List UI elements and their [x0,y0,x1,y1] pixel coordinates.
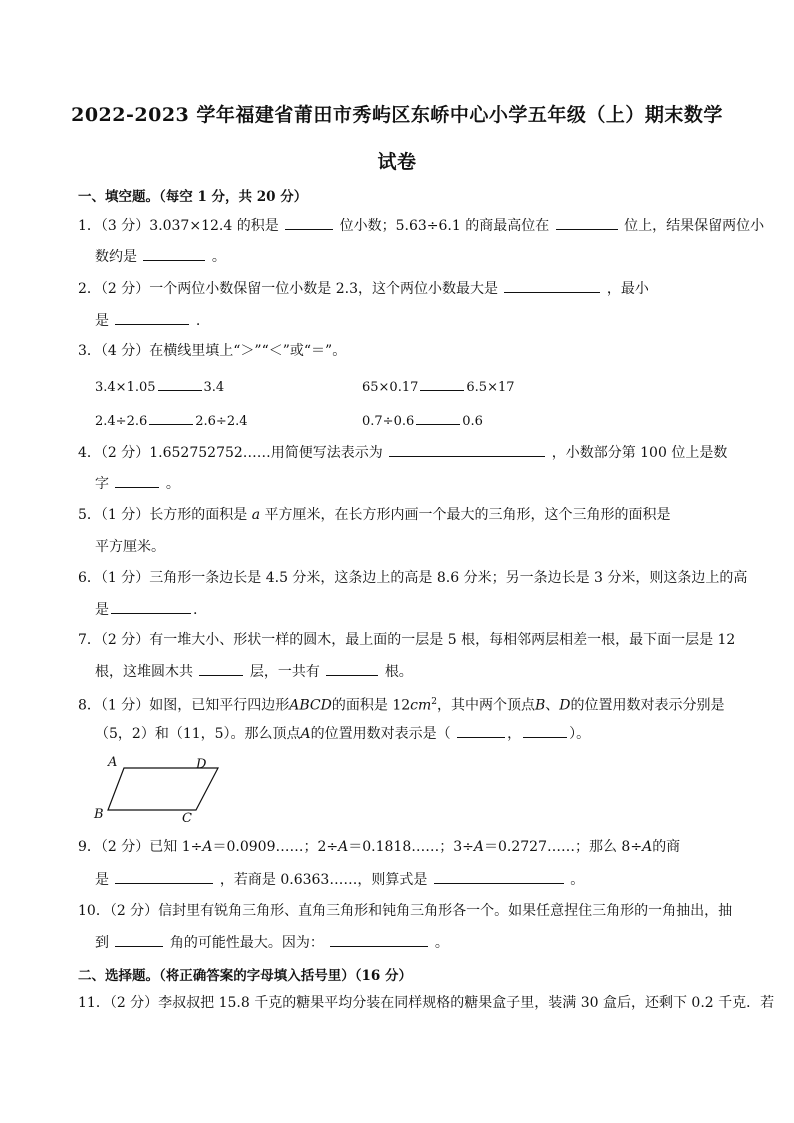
question-3-item-4: 0.7÷0.6 0.6 [362,410,483,429]
question-6-line-2: 是 . [95,599,758,620]
answer-blank[interactable] [115,310,189,325]
answer-blank[interactable] [158,376,202,391]
question-7-line-2: 根，这堆圆木共 层，一共有 根。 [95,661,758,682]
section-fill-in-heading: 一、填空题。（每空 1 分，共 20 分） [78,189,308,205]
vertex-label-a: A [108,755,118,770]
question-6-line-1: 6．（1 分）三角形一条边长是 4.5 分米，这条边上的高是 8.6 分米；另一条边长是 3 分米，则这条边上的高 [78,570,748,586]
question-2-line-2: 是 . [95,310,758,331]
question-8-line-1: 8．（1 分）如图，已知平行四边形ABCD的面积是 $12cm^2$，其中两个顶点B、D的位置用数对表示分别是 [78,697,725,714]
vertex-label-c: C [182,811,192,824]
question-8-line-2: （5，2）和（11，5）。那么顶点A的位置用数对表示是（ ， ）。 [95,723,758,744]
answer-blank[interactable] [523,723,567,738]
question-5-line-2: 平方厘米。 [95,539,165,555]
answer-blank[interactable] [420,376,464,391]
parallelogram-figure [86,752,226,824]
section-multiple-choice-heading: 二、选择题。（将正确答案的字母填入括号里）（16 分） [78,968,412,984]
question-10-line-1: 10．（2 分）信封里有锐角三角形、直角三角形和钝角三角形各一个。如果任意捏住三角形的一角抽出，抽 [78,903,733,919]
question-11-line-1: 11．（2 分）李叔叔把 15.8 千克的糖果平均分装在同样规格的糖果盒子里，装满 30 盒后，还剩下 0.2 千克．若 [78,995,775,1011]
exam-title-continued: 试卷 [377,151,417,173]
question-9-line-1: 9．（2 分）已知 1÷A＝0.0909……；2÷A＝0.1818……；3÷A＝0.2727……；那么 8÷A的商 [78,839,681,855]
answer-blank[interactable] [115,869,213,884]
question-3-prompt: 3．（4 分）在横线里填上“＞”“＜”或“＝”。 [78,343,347,359]
question-7-line-1: 7．（2 分）有一堆大小、形状一样的圆木，最上面的一层是 5 根，每相邻两层相差一根，最下面一层是 12 [78,632,736,648]
answer-blank[interactable] [111,599,191,614]
exam-title: 2022-2023 学年福建省莆田市秀屿区东峤中心小学五年级（上）期末数学 [71,104,723,126]
question-3-item-3: 2.4÷2.6 2.6÷2.4 [95,410,248,429]
question-4-line-1: 4．（2 分）1.652752752……用简便写法表示为 ，小数部分第 100 位上是数 [78,442,758,463]
vertex-label-d: D [196,757,207,772]
answer-blank[interactable] [434,869,564,884]
answer-blank[interactable] [285,215,333,230]
answer-blank[interactable] [389,442,545,457]
question-9-line-2: 是 ，若商是 0.6363……，则算式是 。 [95,869,758,890]
parallelogram-shape [108,768,218,810]
question-4-line-2: 字 。 [95,473,758,494]
question-3-item-1: 3.4×1.05 3.4 [95,376,224,395]
answer-blank[interactable] [326,661,378,676]
question-1-line-1: 1．（3 分）3.037×12.4 的积是 位小数；5.63÷6.1 的商最高位在 位上，结果保留两位小 [78,215,758,236]
question-1-line-2: 数约是 。 [95,246,758,267]
answer-blank[interactable] [143,246,205,261]
answer-blank[interactable] [556,215,618,230]
answer-blank[interactable] [115,932,163,947]
answer-blank[interactable] [330,932,428,947]
answer-blank[interactable] [199,661,243,676]
question-2-line-1: 2．（2 分）一个两位小数保留一位小数是 2.3，这个两位小数最大是 ，最小 [78,278,758,299]
answer-blank[interactable] [115,473,159,488]
vertex-label-b: B [94,807,104,822]
answer-blank[interactable] [457,723,505,738]
question-5-line-1: 5．（1 分）长方形的面积是 a 平方厘米，在长方形内画一个最大的三角形，这个三角形的面积是 [78,507,671,523]
answer-blank[interactable] [149,410,193,425]
answer-blank[interactable] [504,278,600,293]
question-3-item-2: 65×0.17 6.5×17 [362,376,515,395]
answer-blank[interactable] [416,410,460,425]
question-10-line-2: 到 角的可能性最大。因为： 。 [95,932,758,953]
